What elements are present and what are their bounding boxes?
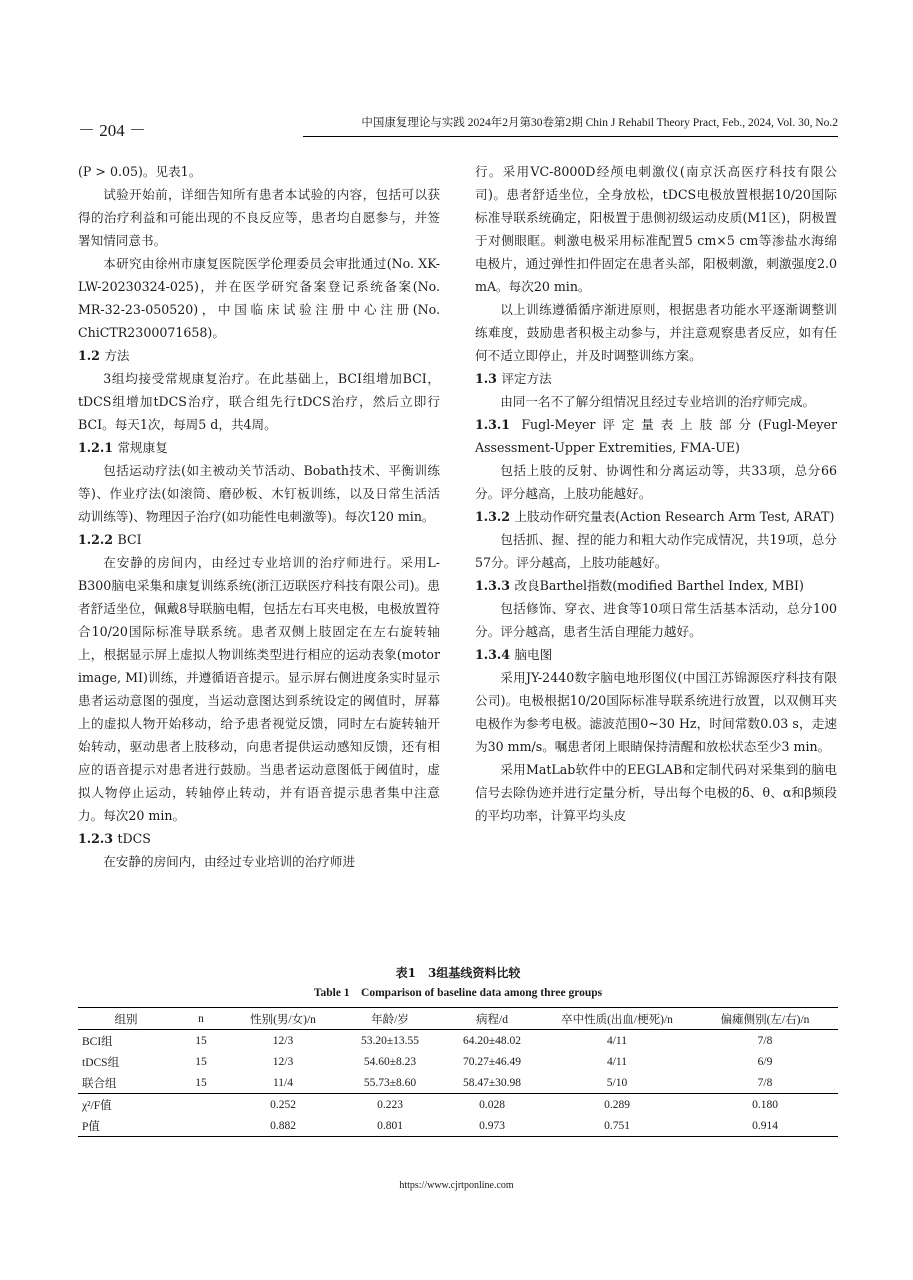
paragraph: 包括运动疗法(如主被动关节活动、Bobath技术、平衡训练等)、作业疗法(如滚筒、磨砂板、木钉板训练，以及日常生活活动训练等)、物理因子治疗(如功能性电刺激等)。每次120 min。 — [78, 463, 440, 524]
section-number: 1.2.3 — [78, 831, 114, 846]
paragraph: 本研究由徐州市康复医院医学伦理委员会审批通过(No. XK-LW-20230324-025)，并在医学研究备案登记系统备案(No. MR-32-23-050520)，中国临床试验注册中心注册(No. ChiCTR2300071658)。 — [78, 256, 440, 340]
table-cell — [174, 1115, 228, 1137]
right-column — [475, 160, 837, 827]
header-cell: n — [198, 1012, 204, 1025]
table-cell: 联合组 — [82, 1077, 117, 1090]
table-cell: 6/9 — [757, 1055, 773, 1068]
paragraph: 以上训练遵循循序渐进原则，根据患者功能水平逐渐调整训练难度，鼓励患者积极主动参与，并注意观察患者反应，如有任何不适立即停止，并及时调整训练方案。 — [475, 302, 837, 363]
section-title: 改良Barthel指数(modified Barthel Index, MBI) — [514, 578, 804, 593]
section-heading — [475, 643, 837, 666]
section-number: 1.3.2 — [475, 509, 511, 524]
table-header-row — [78, 1008, 838, 1030]
section-number: 1.3.3 — [475, 578, 511, 593]
footer-url: https://www.cjrtponline.com — [399, 1180, 514, 1191]
paragraph: 采用MatLab软件中的EEGLAB和定制代码对采集到的脑电信号去除伪迹并进行定量分析，导出每个电极的δ、θ、α和β频段的平均功率，计算平均头皮 — [475, 762, 837, 823]
table-cell: 15 — [195, 1055, 207, 1068]
table-cell: 5/10 — [606, 1076, 628, 1089]
paragraph: 在安静的房间内，由经过专业培训的治疗师进 — [103, 854, 356, 869]
section-heading — [78, 827, 440, 850]
paragraph: 3组均接受常规康复治疗。在此基础上，BCI组增加BCI，tDCS组增加tDCS治疗，联合组先行tDCS治疗，然后立即行BCI。每天1次，每周5 d，共4周。 — [78, 371, 440, 432]
table-cell: 58.47±30.98 — [462, 1076, 522, 1089]
table-cell: χ²/F值 — [82, 1099, 112, 1112]
table-cell: 0.252 — [270, 1098, 296, 1111]
section-heading — [78, 528, 440, 551]
table-cell: 7/8 — [757, 1076, 773, 1089]
table-cell: 7/8 — [757, 1034, 773, 1047]
section-title: 方法 — [104, 348, 130, 363]
section-heading — [78, 436, 440, 459]
table-cell — [174, 1094, 228, 1116]
paragraph: 在安静的房间内，由经过专业培训的治疗师进行。采用L-B300脑电采集和康复训练系统(浙江迈联医疗科技有限公司)。患者舒适坐位，佩戴8导联脑电帽，包括左右耳夹电极，电极放置符合10/20国际标准导联系统。患者双侧上肢固定在左右旋转轴上，根据显示屏上虚拟人物训练类型进行相应的运动表象(motor image, MI)训练，并遵循语音提示。显示屏右侧进度条实时显示患者运动意图的强度，当运动意图达到系统设定的阈值时，屏幕上的虚拟人物开始移动，给予患者视觉反馈，同时左右旋转轴开始转动，驱动患者上肢移动，向患者提供运动感知反馈，还有相应的语音提示对患者进行鼓励。当患者运动意图低于阈值时，虚拟人物停止运动，转轴停止转动，并有语音提示患者集中注意力。每次20 min。 — [78, 555, 440, 823]
section-title: 评定方法 — [501, 371, 552, 386]
section-number: 1.3.1 — [475, 417, 511, 432]
header-cell: 卒中性质(出血/梗死)/n — [561, 1013, 673, 1026]
table-row — [78, 1115, 838, 1137]
table-cell: 12/3 — [272, 1055, 294, 1068]
section-number: 1.2.2 — [78, 532, 114, 547]
table-row — [78, 1094, 838, 1116]
section-title: 上肢动作研究量表(Action Research Arm Test, ARAT) — [514, 509, 835, 524]
table-cell: 54.60±8.23 — [363, 1055, 417, 1068]
table-caption-cn: 表1 3组基线资料比较 — [395, 966, 521, 980]
table-cell: 53.20±13.55 — [360, 1034, 420, 1047]
table-cell: 0.751 — [604, 1119, 630, 1132]
section-title: tDCS — [117, 831, 151, 846]
table-cell: 4/11 — [606, 1034, 628, 1047]
paragraph: 包括抓、握、捏的能力和粗大动作完成情况，共19项，总分57分。评分越高，上肢功能越好。 — [475, 532, 837, 570]
section-heading — [475, 413, 837, 459]
left-column — [78, 160, 440, 873]
header-cell: 性别(男/女)/n — [250, 1013, 316, 1026]
journal-citation: 中国康复理论与实践 2024年2月第30卷第2期 Chin J Rehabil Theory Pract, Feb., 2024, Vol. 30, No.2 — [361, 117, 838, 129]
paragraph: 包括修饰、穿衣、进食等10项日常生活基本活动，总分100分。评分越高，患者生活自理能力越好。 — [475, 601, 837, 639]
section-title: 脑电图 — [514, 647, 553, 662]
section-number: 1.2 — [78, 348, 100, 363]
section-title: BCI — [117, 532, 142, 547]
table-cell: 0.973 — [479, 1119, 505, 1132]
header-rule — [303, 136, 838, 137]
paragraph: 试验开始前，详细告知所有患者本试验的内容，包括可以获得的治疗利益和可能出现的不良反应等，患者均自愿参与，并签署知情同意书。 — [78, 187, 440, 248]
header-cell: 年龄/岁 — [371, 1013, 409, 1026]
table-cell: 12/3 — [272, 1034, 294, 1047]
table-cell: 0.180 — [752, 1098, 778, 1111]
table-cell: 0.289 — [604, 1098, 630, 1111]
baseline-table — [78, 1007, 838, 1137]
section-number: 1.3 — [475, 371, 497, 386]
table-cell: 15 — [195, 1034, 207, 1047]
paragraph: 包括上肢的反射、协调性和分离运动等，共33项，总分66分。评分越高，上肢功能越好。 — [475, 463, 837, 501]
table-row — [78, 1051, 838, 1072]
table-cell: 0.028 — [479, 1098, 505, 1111]
table-cell: 11/4 — [272, 1076, 294, 1089]
paragraph: 采用JY-2440数字脑电地形图仪(中国江苏锦源医疗科技有限公司)。电极根据10/20国际标准导联系统进行放置，以双侧耳夹电极作为参考电极。滤波范围0~30 Hz，时间常数0.03 s，走速为30 mm/s。嘱患者闭上眼睛保持清醒和放松状态至少3 min。 — [475, 670, 837, 754]
table-cell: 64.20±48.02 — [462, 1034, 522, 1047]
table-cell: 15 — [195, 1076, 207, 1089]
header-cell: 组别 — [114, 1013, 138, 1026]
header-cell: 病程/d — [476, 1013, 508, 1026]
section-heading — [475, 367, 837, 390]
page-number: － 204 － — [78, 121, 146, 140]
header-cell: 偏瘫侧别(左/右)/n — [720, 1013, 810, 1026]
section-number: 1.2.1 — [78, 440, 114, 455]
table-caption-en: Table 1 Comparison of baseline data among three groups — [313, 987, 603, 999]
table-cell: 0.801 — [377, 1119, 403, 1132]
table-cell: P值 — [82, 1120, 100, 1133]
table-cell: tDCS组 — [82, 1056, 120, 1069]
section-title: Fugl-Meyer评定量表上肢部分(Fugl-Meyer Assessment-Upper Extremities, FMA-UE) — [475, 417, 837, 455]
section-heading — [475, 505, 837, 528]
paragraph: 行。采用VC-8000D经颅电刺激仪(南京沃高医疗科技有限公司)。患者舒适坐位，全身放松，tDCS电极放置根据10/20国际标准导联系统确定，阳极置于患侧初级运动皮质(M1区)，阴极置于对侧眼眶。刺激电极采用标准配置5 cm×5 cm等渗盐水海绵电极片，通过弹性扣件固定在患者头部，阳极刺激，刺激强度2.0 mA。每次20 min。 — [475, 164, 837, 294]
table-cell: 55.73±8.60 — [363, 1076, 417, 1089]
table-row — [78, 1072, 838, 1094]
baseline-table-block — [78, 963, 838, 1137]
table-cell: 4/11 — [606, 1055, 628, 1068]
table-cell: 0.914 — [752, 1119, 778, 1132]
section-title: 常规康复 — [117, 440, 168, 455]
paragraph: 由同一名不了解分组情况且经过专业培训的治疗师完成。 — [500, 394, 816, 409]
table-cell: 70.27±46.49 — [462, 1055, 522, 1068]
table-cell: 0.223 — [377, 1098, 403, 1111]
table-row — [78, 1030, 838, 1052]
section-number: 1.3.4 — [475, 647, 511, 662]
section-heading — [475, 574, 837, 597]
table-cell: 0.882 — [270, 1119, 296, 1132]
table-cell: BCI组 — [82, 1035, 113, 1048]
section-heading — [78, 344, 440, 367]
paragraph: (P > 0.05)。见表1。 — [78, 164, 202, 179]
